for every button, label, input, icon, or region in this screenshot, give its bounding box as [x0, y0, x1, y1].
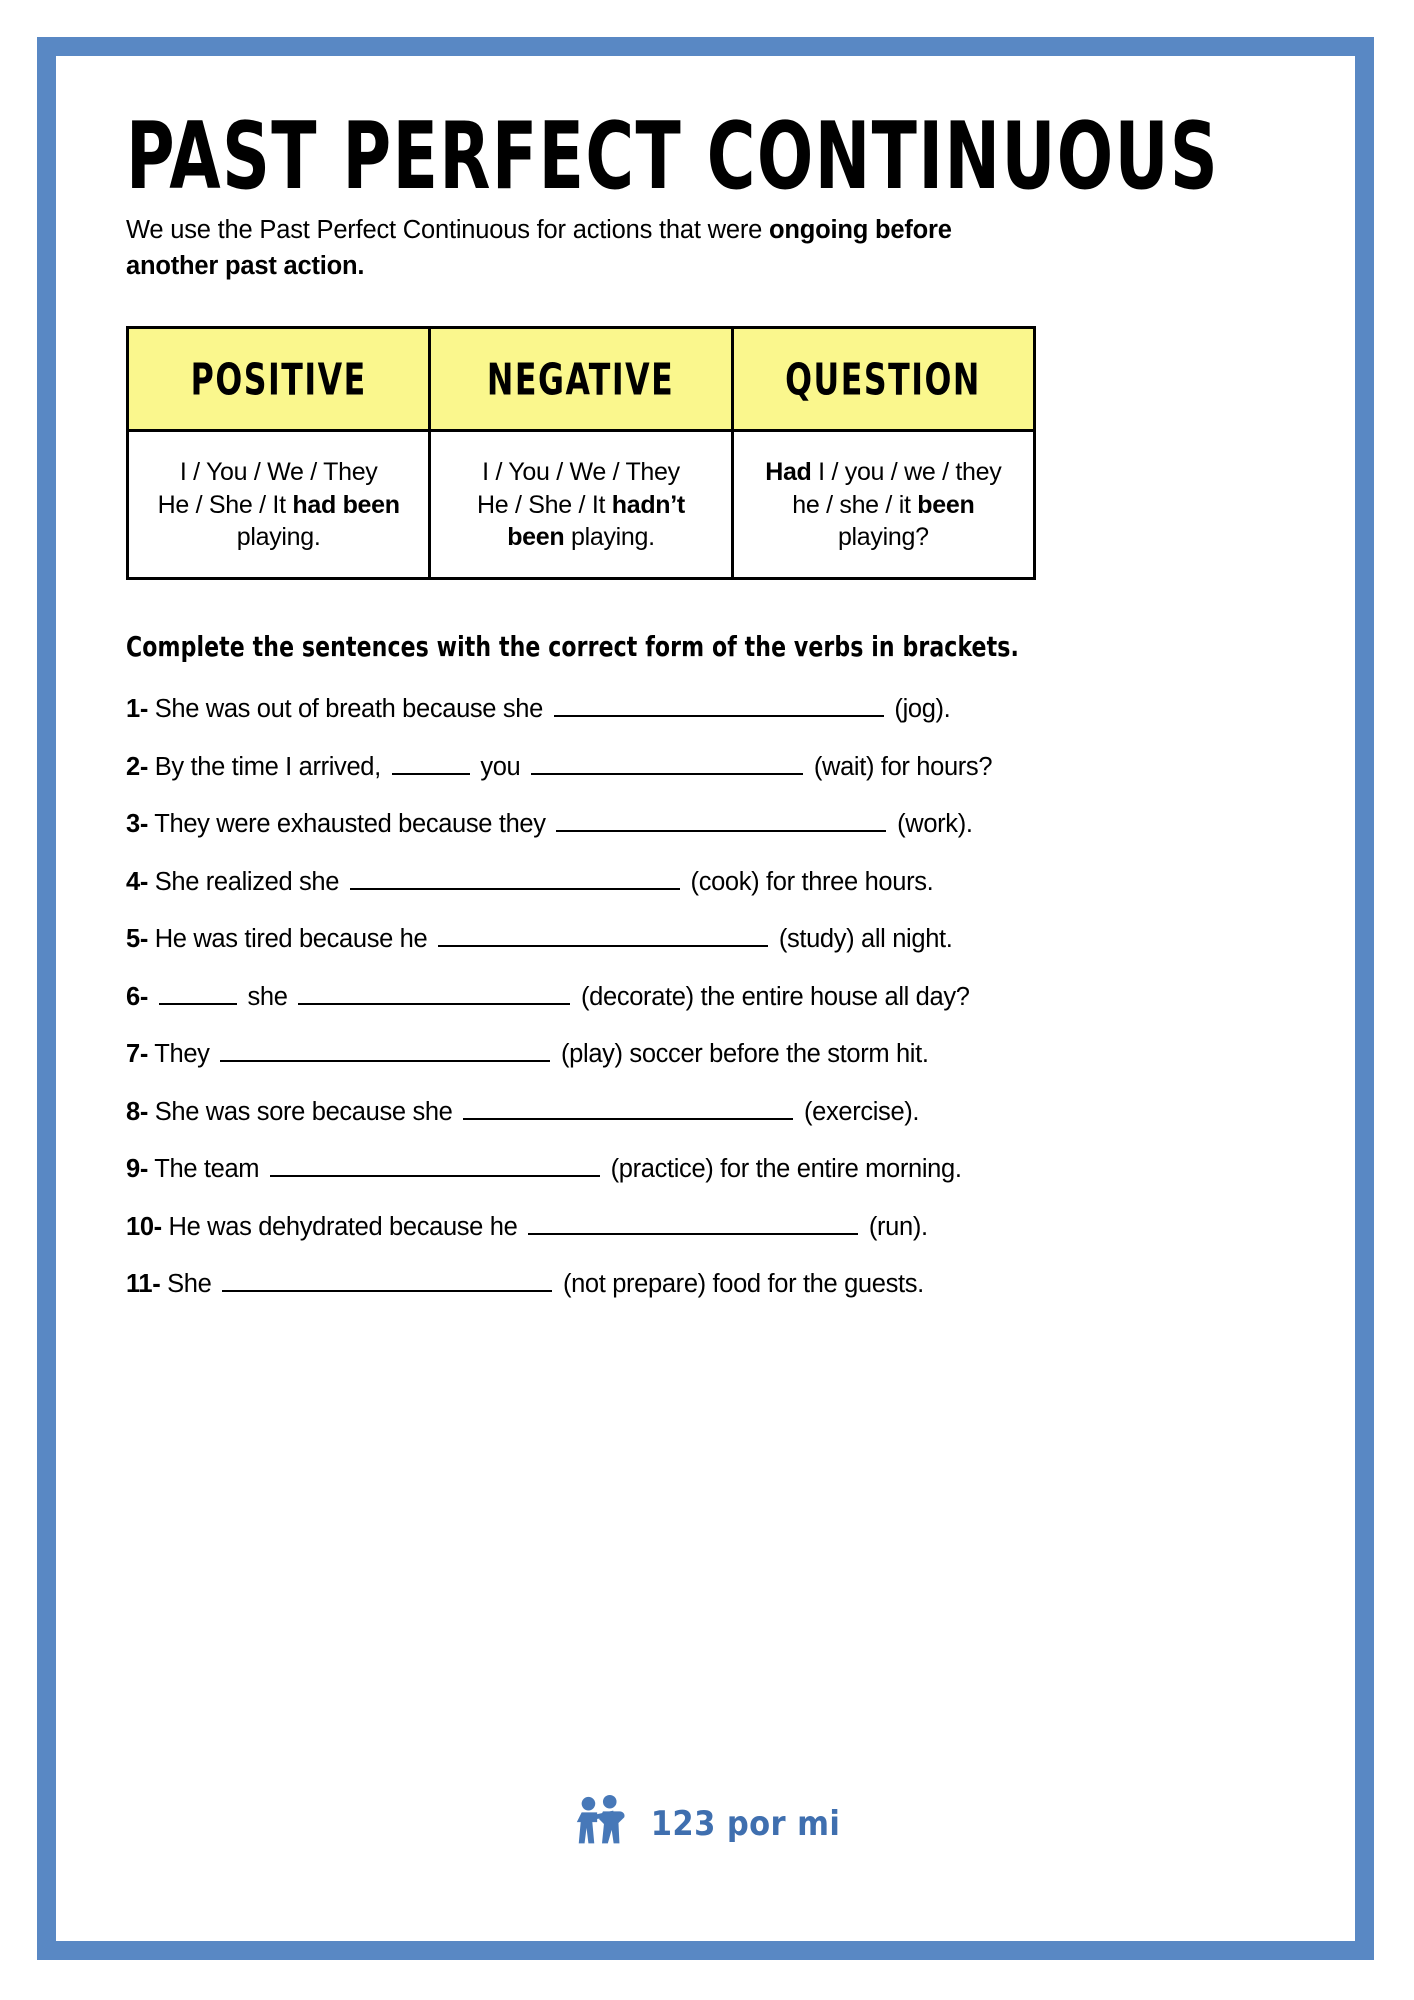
exercise-item — [126, 695, 1285, 724]
exercise-item — [126, 983, 1285, 1012]
exercise-text-post: (not prepare) food for the guests. — [556, 1270, 924, 1299]
exercise-list — [126, 695, 1285, 1299]
exercise-number: 9- — [126, 1155, 148, 1184]
exercise-instruction: Complete the sentences with the correct form of the verbs in brackets. — [126, 630, 1019, 664]
answer-blank[interactable] — [463, 1100, 793, 1120]
exercise-item — [126, 868, 1285, 897]
exercise-number: 11- — [126, 1270, 161, 1299]
answer-blank[interactable] — [350, 870, 680, 890]
exercise-number: 2- — [126, 752, 148, 781]
answer-blank[interactable] — [531, 755, 803, 775]
exercise-text-pre: They were exhausted because they — [147, 810, 553, 839]
negative-line3-plain: playing. — [571, 523, 655, 552]
answer-blank[interactable] — [220, 1042, 550, 1062]
exercise-number: 10- — [126, 1212, 162, 1241]
worksheet-content — [68, 68, 1343, 1929]
footer — [68, 1793, 1343, 1855]
exercise-text-post: (jog). — [887, 695, 951, 724]
exercise-text-post: (cook) for three hours. — [683, 867, 934, 896]
answer-blank[interactable] — [554, 697, 884, 717]
page-border-frame — [37, 37, 1374, 1960]
exercise-number: 1- — [126, 695, 148, 724]
question-line2-plain: he / she / it — [792, 490, 918, 519]
exercise-number: 6- — [126, 982, 148, 1011]
two-people-logo-icon — [571, 1793, 633, 1855]
exercise-text-mid: she — [240, 982, 295, 1011]
exercise-item — [126, 810, 1285, 839]
table-header-positive — [128, 328, 430, 431]
answer-blank[interactable] — [270, 1157, 600, 1177]
table-header-negative — [430, 328, 732, 431]
exercise-item — [126, 1270, 1285, 1299]
question-line2-bold: been — [917, 490, 975, 519]
table-cell-question — [732, 431, 1034, 579]
table-header-negative-label: NEGATIVE — [487, 354, 675, 405]
table-body-row — [128, 431, 1035, 579]
question-line3-plain: playing? — [837, 523, 929, 552]
exercise-text-post: (wait) for hours? — [807, 752, 993, 781]
positive-line2-plain: He / She / It — [157, 490, 293, 519]
exercise-item — [126, 1040, 1285, 1069]
exercise-number: 8- — [126, 1097, 148, 1126]
exercise-text-post: (study) all night. — [772, 925, 953, 954]
answer-blank[interactable] — [528, 1215, 858, 1235]
exercise-item — [126, 925, 1285, 954]
answer-blank[interactable] — [438, 927, 768, 947]
exercise-text-pre: She realized she — [147, 867, 346, 896]
brand-name: 123 por mi — [650, 1804, 841, 1844]
positive-line3-plain: playing. — [236, 523, 321, 552]
answer-blank[interactable] — [159, 985, 237, 1005]
exercise-text-pre: She was out of breath because she — [147, 695, 550, 724]
exercise-text-pre: They — [147, 1040, 217, 1069]
table-header-positive-label: POSITIVE — [190, 354, 367, 405]
exercise-text-post: (run). — [862, 1212, 928, 1241]
exercise-text-post: (work). — [890, 810, 973, 839]
exercise-item — [126, 1155, 1285, 1184]
negative-line2-bold: hadn’t — [611, 490, 685, 519]
exercise-text-pre: By the time I arrived, — [147, 752, 388, 781]
intro-text-plain: We use the Past Perfect Continuous for actions that were — [126, 216, 769, 244]
table-header-row — [128, 328, 1035, 431]
table-header-question — [732, 328, 1034, 431]
intro-text-bold: ongoing before another past action. — [126, 216, 952, 281]
page-title: PAST PERFECT CONTINUOUS — [126, 101, 1220, 211]
exercise-text-pre: The team — [147, 1155, 266, 1184]
exercise-text-mid: you — [473, 752, 528, 781]
negative-line1: I / You / We / They — [482, 458, 680, 487]
table-cell-negative — [430, 431, 732, 579]
exercise-text-post: (decorate) the entire house all day? — [574, 982, 970, 1011]
answer-blank[interactable] — [556, 812, 886, 832]
grammar-forms-table — [126, 326, 1036, 580]
exercise-text-post: (play) soccer before the storm hit. — [554, 1040, 929, 1069]
question-line1-bold: Had — [765, 458, 819, 487]
exercise-number: 5- — [126, 925, 148, 954]
answer-blank[interactable] — [392, 755, 470, 775]
exercise-text-post: (exercise). — [797, 1097, 920, 1126]
exercise-text-pre: She was sore because she — [147, 1097, 460, 1126]
exercise-number: 4- — [126, 867, 148, 896]
positive-line1: I / You / We / They — [179, 458, 378, 487]
exercise-text-pre: He was tired because he — [147, 925, 435, 954]
exercise-text-pre: He was dehydrated because he — [161, 1212, 525, 1241]
negative-line3-bold: been — [507, 523, 571, 552]
answer-blank[interactable] — [298, 985, 570, 1005]
exercise-number: 7- — [126, 1040, 148, 1069]
table-header-question-label: QUESTION — [785, 354, 982, 405]
intro-paragraph — [126, 212, 1026, 284]
positive-line2-bold: had been — [292, 490, 400, 519]
answer-blank[interactable] — [222, 1272, 552, 1292]
negative-line2-plain: He / She / It — [477, 490, 612, 519]
exercise-item — [126, 753, 1285, 782]
exercise-item — [126, 1213, 1285, 1242]
exercise-item — [126, 1098, 1285, 1127]
question-line1-plain: I / you / we / they — [818, 458, 1002, 487]
table-cell-positive — [128, 431, 430, 579]
exercise-text-post: (practice) for the entire morning. — [603, 1155, 962, 1184]
exercise-number: 3- — [126, 810, 148, 839]
exercise-text-pre: She — [160, 1270, 219, 1299]
